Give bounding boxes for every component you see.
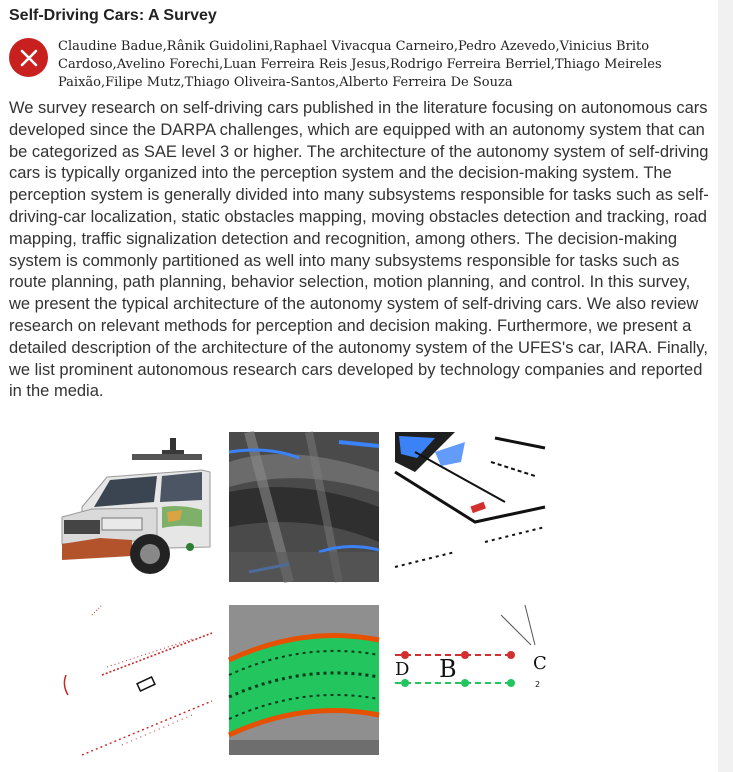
lane-label-right: C — [533, 653, 547, 674]
lidar-remission-map — [229, 432, 379, 582]
road-map — [229, 605, 379, 755]
paper-abstract: We survey research on self-driving cars published in the literature focusing on autonomous cars developed since the DARPA challenges, which are equipped with an autonomy system that can be categorized as SAE level 3 or higher. The architecture of the autonomy system of self-driving cars is typically organized into the perception system and the decision-making system. The perception system is generally divided into many subsystems responsible for tasks such as self-driving-car localization, static obstacles mapping, moving obstacles detection and tracking, road mapping, traffic signalization detection and recognition, among others. The decision-making system is commonly partitioned as well into many subsystems responsible for tasks such as route planning, path planning, behavior selection, motion planning, and control. In this survey, we present the typical architecture of the autonomy system of self-driving cars. We also review research on relevant methods for perception and decision making. Furthermore, we present a detailed description of the architecture of the autonomy system of the UFES's car, IARA. Finally, we list prominent autonomous research cars developed by technology companies and reported in the media. — [9, 99, 709, 401]
scrollbar-track[interactable] — [718, 0, 733, 772]
moving-obstacles-map — [62, 605, 212, 755]
autonomous-car-photo — [62, 432, 212, 582]
paper-title[interactable]: Self-Driving Cars: A Survey — [9, 7, 217, 24]
x-mark-icon — [9, 38, 48, 77]
lane-label-small: 2 — [535, 680, 541, 689]
lane-label-center: B — [439, 655, 457, 683]
occupancy-grid-map — [395, 432, 545, 582]
paper-authors: Claudine Badue,Rânik Guidolini,Raphael Vivacqua Carneiro,Pedro Azevedo,Vinicius Brito Cardoso,Avelino Forechi,Luan Ferreira Reis Jesus,Rodrigo Ferreira Berriel,Thiago Meireles Paixão,Filipe Mutz,Thiago Oliveira-Santos,Alberto Ferreira De Souza — [58, 39, 662, 90]
figure-grid — [62, 432, 546, 757]
lane-label-left: D — [395, 659, 410, 680]
lane-diagram — [395, 605, 545, 755]
